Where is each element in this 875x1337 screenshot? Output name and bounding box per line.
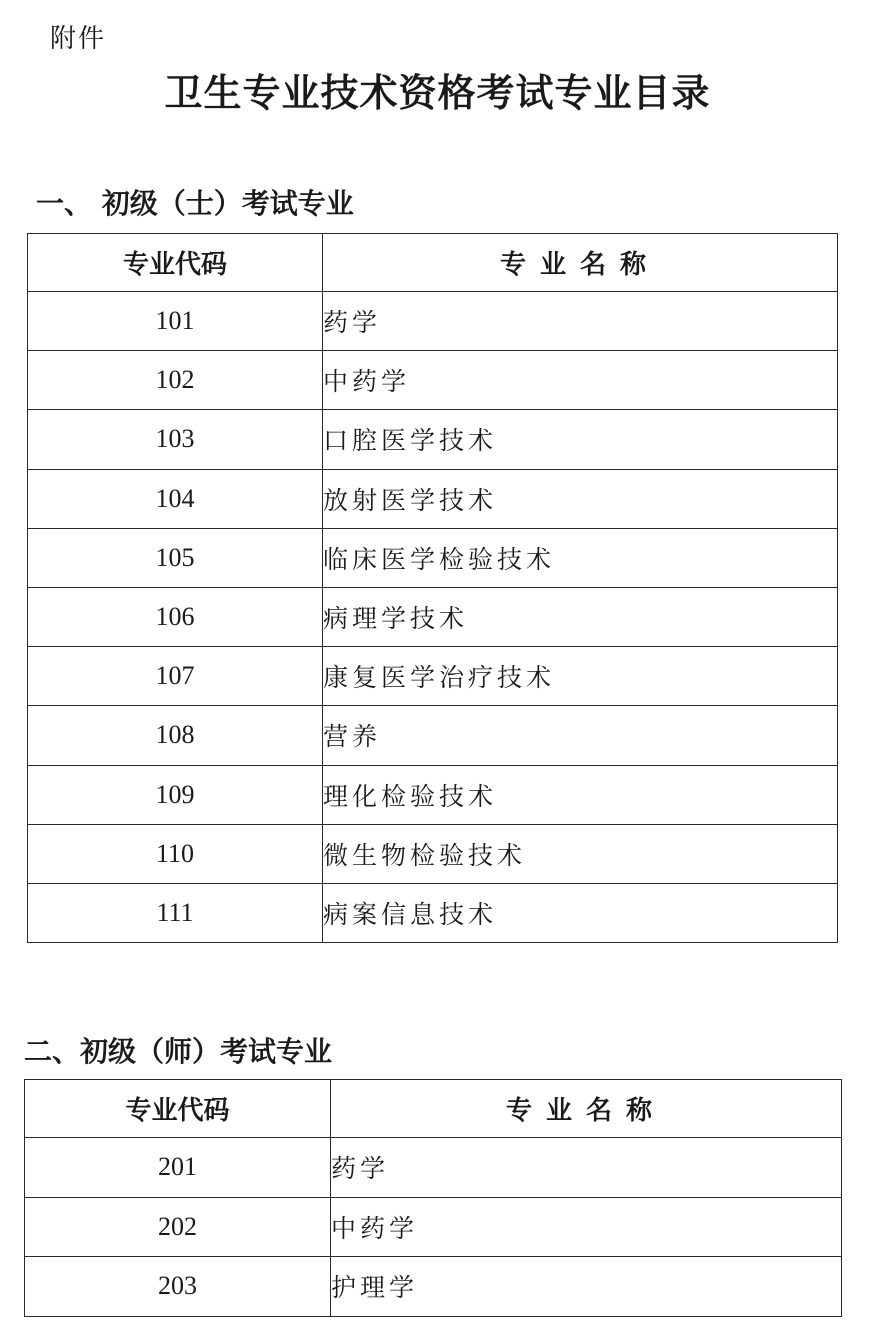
table-row <box>28 292 838 351</box>
specialty-name: 病理学技术 <box>323 587 838 646</box>
specialty-code: 105 <box>28 528 323 587</box>
column-header-code: 专业代码 <box>25 1080 331 1138</box>
specialty-code: 202 <box>25 1197 331 1257</box>
specialty-name: 放射医学技术 <box>323 469 838 528</box>
specialty-name: 中药学 <box>323 351 838 410</box>
specialty-table-junior-practitioner <box>24 1079 842 1317</box>
column-header-name: 专业名称 <box>323 234 838 292</box>
table-row <box>28 647 838 706</box>
table-row <box>28 765 838 824</box>
attachment-label: 附件 <box>50 24 107 54</box>
specialty-code: 102 <box>28 351 323 410</box>
table-row <box>28 351 838 410</box>
specialty-code: 201 <box>25 1138 331 1198</box>
specialty-name: 理化检验技术 <box>323 765 838 824</box>
specialty-code: 106 <box>28 587 323 646</box>
table-row <box>28 587 838 646</box>
specialty-name: 口腔医学技术 <box>323 410 838 469</box>
specialty-code: 103 <box>28 410 323 469</box>
specialty-name: 护理学 <box>331 1257 842 1317</box>
specialty-name: 康复医学治疗技术 <box>323 647 838 706</box>
specialty-name: 临床医学检验技术 <box>323 528 838 587</box>
table-header-row <box>25 1080 842 1138</box>
specialty-name: 病案信息技术 <box>323 883 838 942</box>
specialty-code: 109 <box>28 765 323 824</box>
table-row <box>28 410 838 469</box>
section-heading-junior-practitioner: 二、初级（师）考试专业 <box>24 1035 333 1068</box>
specialty-name: 药学 <box>323 292 838 351</box>
specialty-code: 101 <box>28 292 323 351</box>
specialty-code: 110 <box>28 824 323 883</box>
table-row <box>28 824 838 883</box>
specialty-table-junior-technician <box>27 233 838 943</box>
specialty-code: 111 <box>28 883 323 942</box>
table-row <box>28 706 838 765</box>
specialty-name: 营养 <box>323 706 838 765</box>
table-row <box>25 1257 842 1317</box>
specialty-code: 104 <box>28 469 323 528</box>
table-row <box>28 469 838 528</box>
specialty-name: 微生物检验技术 <box>323 824 838 883</box>
table-row <box>25 1197 842 1257</box>
table-header-row <box>28 234 838 292</box>
specialty-code: 203 <box>25 1257 331 1317</box>
document-title: 卫生专业技术资格考试专业目录 <box>164 71 711 115</box>
column-header-code: 专业代码 <box>28 234 323 292</box>
column-header-name: 专业名称 <box>331 1080 842 1138</box>
specialty-name: 中药学 <box>331 1197 842 1257</box>
specialty-name: 药学 <box>331 1138 842 1198</box>
table-row <box>25 1138 842 1198</box>
section-heading-junior-technician: 一、 初级（士）考试专业 <box>36 187 354 220</box>
table-row <box>28 883 838 942</box>
specialty-code: 108 <box>28 706 323 765</box>
table-row <box>28 528 838 587</box>
specialty-code: 107 <box>28 647 323 706</box>
